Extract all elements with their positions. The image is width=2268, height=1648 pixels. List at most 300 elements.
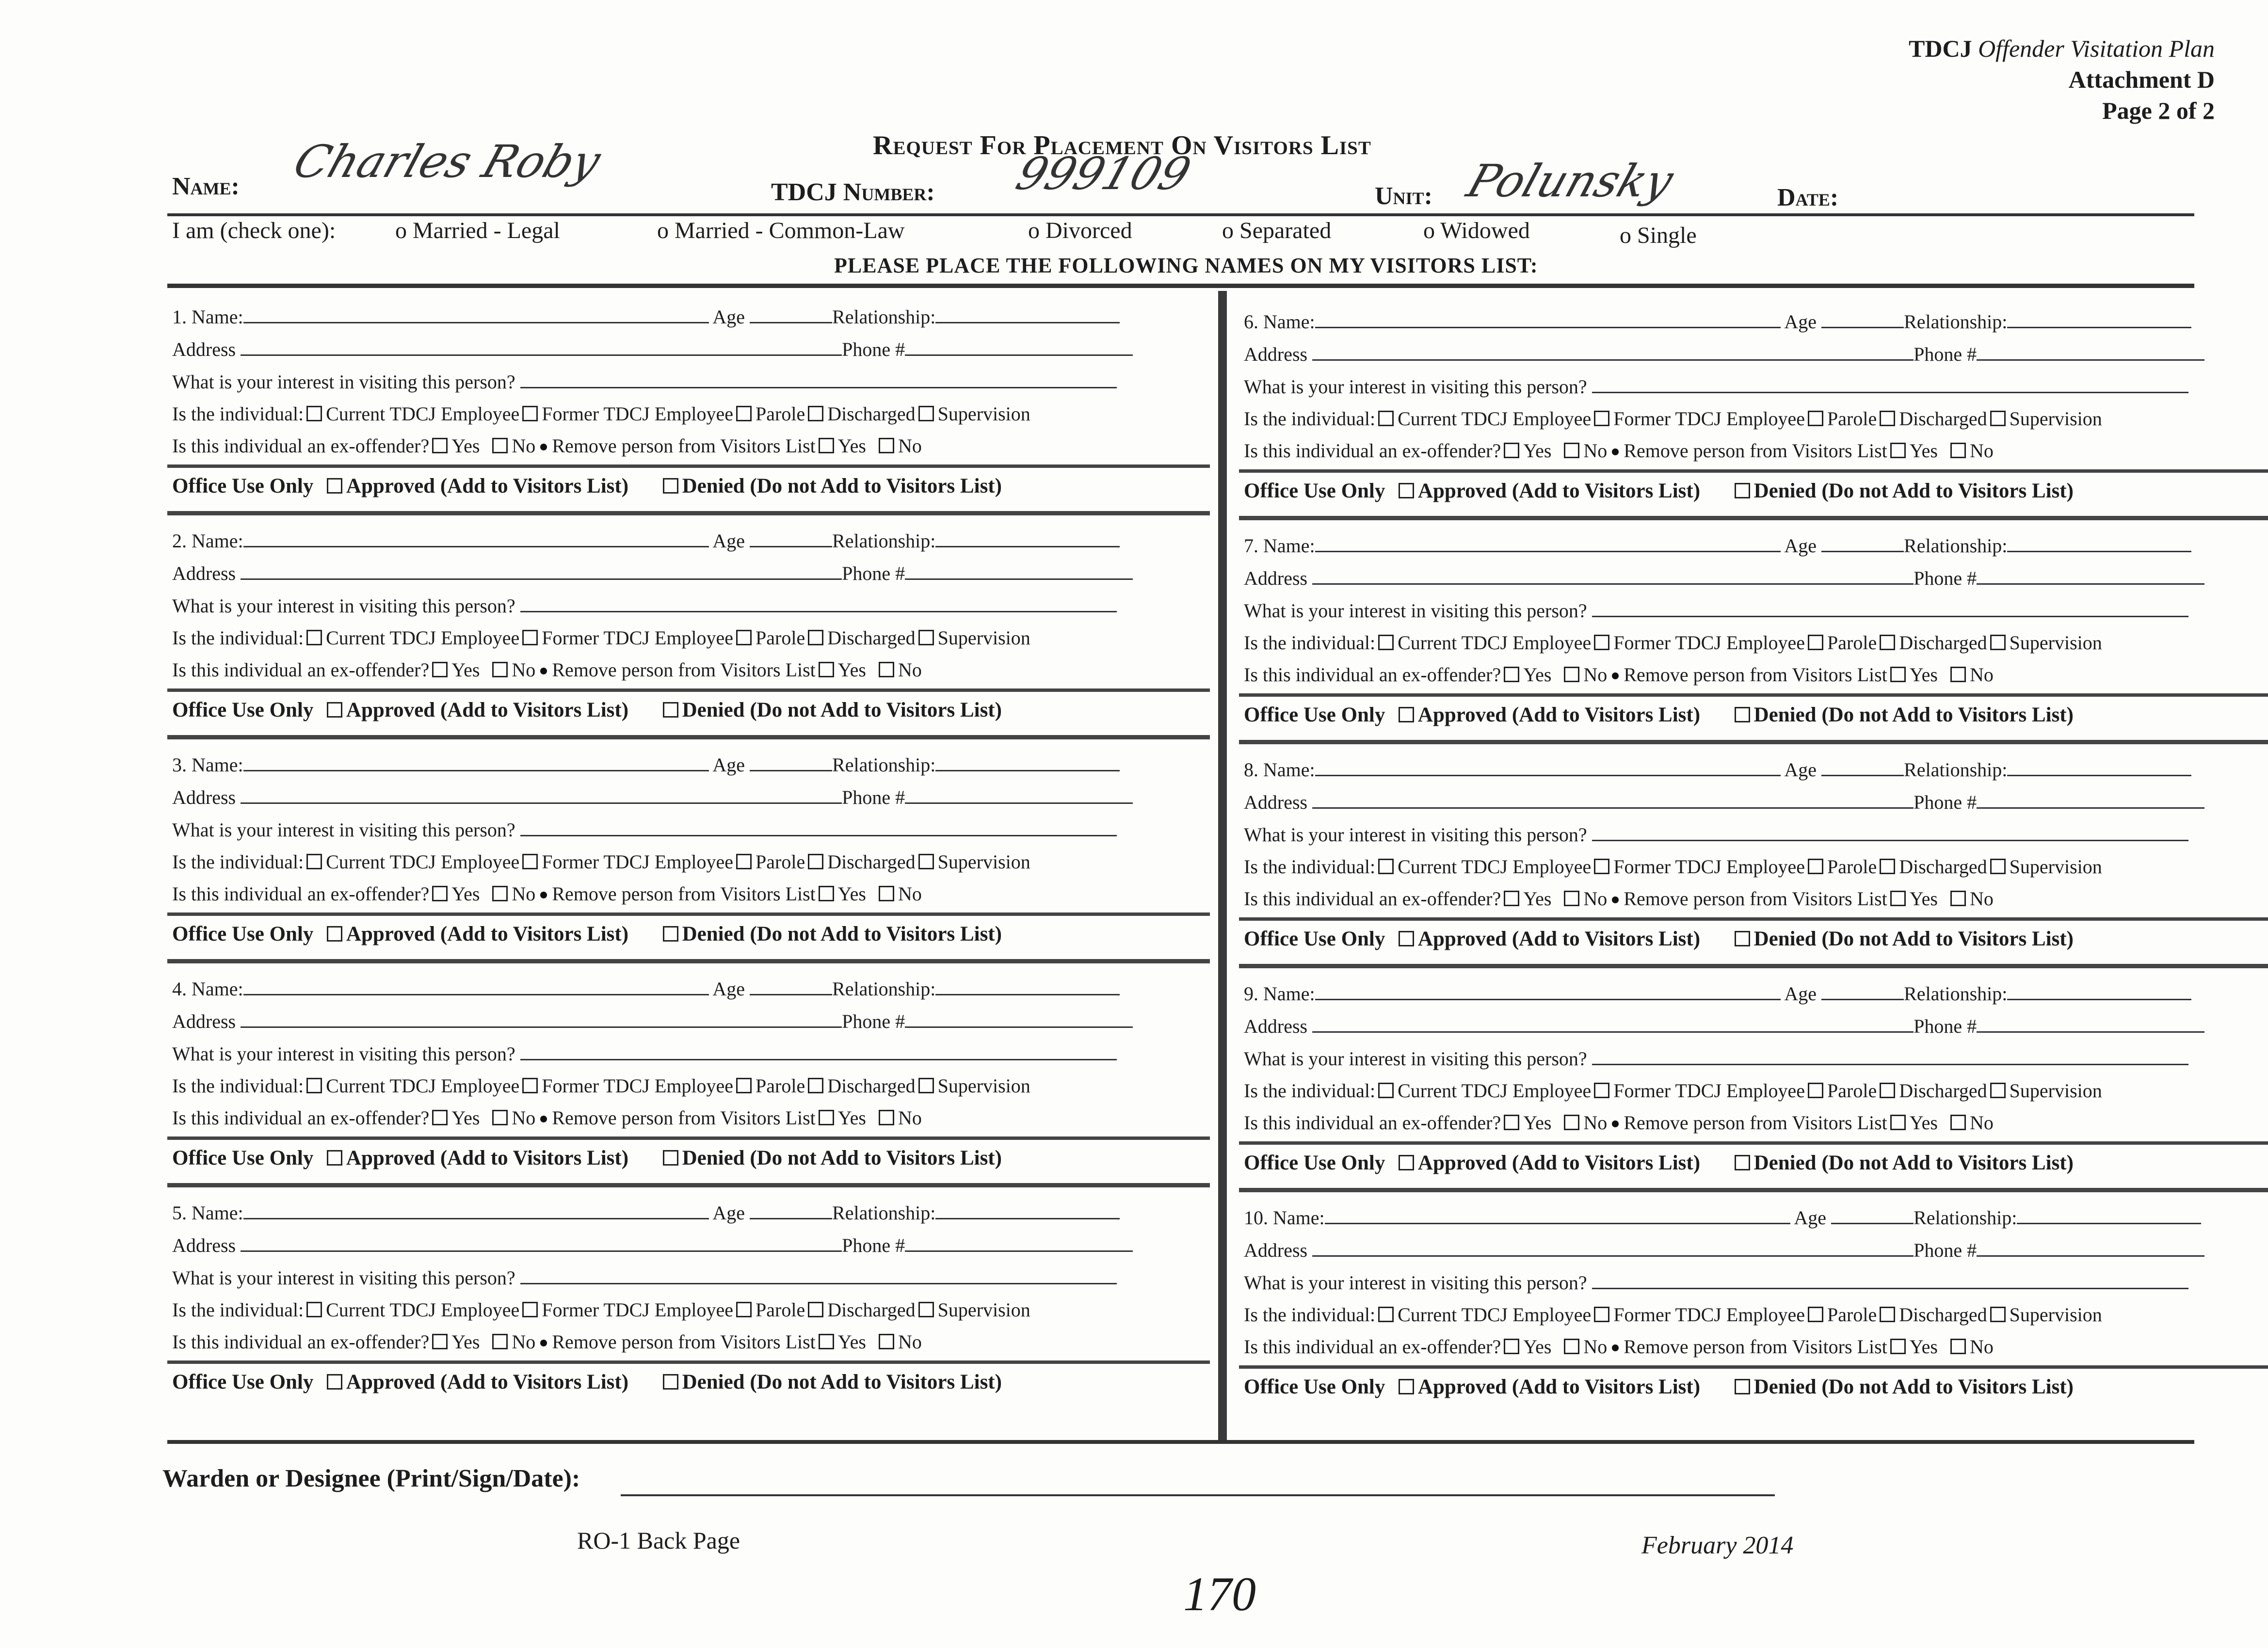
visitor-interest-field[interactable] (520, 1265, 1117, 1284)
current-employee-checkbox[interactable] (1378, 411, 1394, 426)
current-employee-checkbox[interactable] (306, 1078, 322, 1093)
visitor-relationship-field[interactable] (2007, 981, 2191, 1000)
current-employee-checkbox[interactable] (306, 854, 322, 869)
remove-yes-checkbox[interactable] (819, 438, 834, 453)
visitor-relationship-field[interactable] (935, 1200, 1120, 1219)
denied-checkbox[interactable] (1735, 483, 1750, 498)
approved-checkbox[interactable] (327, 926, 342, 942)
parole-checkbox[interactable] (1808, 859, 1823, 874)
visitor-name-label: Name: (1263, 759, 1315, 781)
visitor-name-field[interactable] (243, 1200, 709, 1219)
approved-label: Approved (Add to Visitors List) (1417, 704, 1701, 726)
former-employee-checkbox[interactable] (522, 854, 538, 869)
supervision-checkbox[interactable] (918, 1302, 934, 1317)
visitor-name-field[interactable] (1325, 1205, 1790, 1224)
visitor-address-label: Address (172, 338, 236, 360)
approved-checkbox[interactable] (1399, 1379, 1414, 1394)
denied-label: Denied (Do not Add to Visitors List) (1753, 928, 2074, 950)
discharged-checkbox[interactable] (1880, 1307, 1895, 1322)
denied-label: Denied (Do not Add to Visitors List) (682, 475, 1002, 497)
remove-no-label: No (898, 659, 922, 681)
discharged-checkbox[interactable] (1880, 1083, 1895, 1098)
denied-label: Denied (Do not Add to Visitors List) (1753, 1152, 2074, 1174)
ex-offender-no-label: No (512, 1331, 536, 1353)
discharged-checkbox[interactable] (808, 1302, 823, 1317)
marital-option-widowed[interactable]: o Widowed (1423, 218, 1530, 243)
visitor-phone-field[interactable] (905, 561, 1133, 580)
denied-checkbox[interactable] (1735, 707, 1750, 722)
ex-offender-yes-checkbox[interactable] (1504, 891, 1519, 906)
visitor-age-field[interactable] (750, 304, 832, 323)
visitor-phone-label: Phone # (842, 1010, 905, 1032)
supervision-checkbox[interactable] (1990, 1083, 2006, 1098)
visitor-age-field[interactable] (1821, 533, 1904, 552)
ex-offender-no-checkbox[interactable] (1564, 667, 1579, 682)
remove-yes-checkbox[interactable] (1890, 1115, 1906, 1130)
ex-offender-no-label: No (512, 435, 536, 457)
former-employee-checkbox[interactable] (522, 1078, 538, 1093)
ex-offender-label: Is this individual an ex-offender? (172, 1331, 430, 1353)
visitor-interest-label: What is your interest in visiting this person? (1244, 1048, 1587, 1070)
denied-label: Denied (Do not Add to Visitors List) (682, 1147, 1002, 1169)
entry-separator (1239, 740, 2268, 744)
entry-number: 4. (172, 978, 187, 1000)
parole-checkbox[interactable] (1808, 411, 1823, 426)
parole-checkbox[interactable] (736, 1302, 752, 1317)
approved-checkbox[interactable] (1399, 1155, 1414, 1170)
entry-number: 7. (1244, 535, 1258, 557)
discharged-checkbox[interactable] (808, 854, 823, 869)
visitor-address-field[interactable] (1312, 1238, 1914, 1257)
ex-offender-yes-checkbox[interactable] (1504, 443, 1519, 458)
name-label: Name: (172, 173, 240, 200)
remove-no-checkbox[interactable] (879, 1334, 894, 1349)
visitor-age-field[interactable] (750, 1200, 832, 1219)
visitor-age-label: Age (1784, 311, 1817, 333)
remove-no-label: No (1970, 888, 1994, 910)
visitor-name-field[interactable] (243, 752, 709, 771)
visitor-age-field[interactable] (1821, 757, 1904, 776)
former-employee-checkbox[interactable] (522, 630, 538, 645)
bullet-icon (1612, 1120, 1619, 1127)
parole-label: Parole (756, 403, 805, 425)
visitor-address-field[interactable] (241, 561, 842, 580)
office-use-label: Office Use Only (1244, 480, 1385, 502)
bullet-icon (540, 892, 547, 898)
visitor-relationship-field[interactable] (935, 752, 1120, 771)
visitor-age-field[interactable] (1821, 309, 1904, 328)
remove-yes-label: Yes (1909, 1112, 1938, 1134)
visitor-address-label: Address (1244, 1015, 1308, 1037)
current-employee-checkbox[interactable] (1378, 635, 1394, 650)
discharged-checkbox[interactable] (808, 1078, 823, 1093)
remove-yes-label: Yes (837, 659, 866, 681)
visitor-interest-field[interactable] (520, 817, 1117, 836)
remove-person-label: Remove person from Visitors List (1624, 1336, 1887, 1358)
visitor-entry-7 (1244, 524, 2257, 748)
agency: TDCJ (1909, 35, 1972, 62)
visitor-address-field[interactable] (1312, 566, 1914, 585)
former-employee-label: Former TDCJ Employee (542, 851, 734, 873)
approved-checkbox[interactable] (327, 1150, 342, 1166)
ex-offender-no-checkbox[interactable] (492, 438, 508, 453)
visitor-phone-field[interactable] (1977, 566, 2204, 585)
discharged-label: Discharged (1899, 856, 1987, 878)
supervision-checkbox[interactable] (918, 406, 934, 421)
marital-option-separated[interactable]: o Separated (1222, 218, 1332, 243)
entry-number: 2. (172, 530, 187, 552)
marital-option-single[interactable]: o Single (1620, 223, 1697, 248)
ex-offender-label: Is this individual an ex-offender? (172, 1107, 430, 1129)
visitor-address-field[interactable] (241, 785, 842, 804)
remove-no-checkbox[interactable] (1950, 1339, 1966, 1354)
visitor-address-field[interactable] (1312, 1014, 1914, 1033)
discharged-label: Discharged (1899, 632, 1987, 654)
ex-offender-yes-checkbox[interactable] (1504, 1115, 1519, 1130)
visitor-name-field[interactable] (1315, 309, 1781, 328)
visitor-address-label: Address (172, 1234, 236, 1256)
parole-checkbox[interactable] (1808, 1083, 1823, 1098)
ex-offender-no-checkbox[interactable] (1564, 1115, 1579, 1130)
visitor-relationship-label: Relationship: (1914, 1207, 2017, 1229)
visitor-relationship-field[interactable] (2007, 533, 2191, 552)
date-label: Date: (1777, 184, 1839, 211)
ex-offender-label: Is this individual an ex-offender? (1244, 1112, 1501, 1134)
current-employee-label: Current TDCJ Employee (326, 403, 520, 425)
denied-checkbox[interactable] (1735, 1155, 1750, 1170)
visitor-interest-field[interactable] (1592, 1270, 2188, 1289)
remove-yes-checkbox[interactable] (1890, 667, 1906, 682)
page-number: Page 2 of 2 (2102, 97, 2215, 124)
visitor-address-label: Address (1244, 343, 1308, 365)
former-employee-label: Former TDCJ Employee (542, 403, 734, 425)
denied-label: Denied (Do not Add to Visitors List) (1753, 704, 2074, 726)
current-employee-checkbox[interactable] (306, 406, 322, 421)
entry-number: 10. (1244, 1207, 1268, 1229)
visitor-interest-label: What is your interest in visiting this person? (172, 819, 515, 841)
ex-offender-no-checkbox[interactable] (1564, 443, 1579, 458)
current-employee-checkbox[interactable] (1378, 1083, 1394, 1098)
approved-checkbox[interactable] (1399, 483, 1414, 498)
remove-no-checkbox[interactable] (1950, 891, 1966, 906)
office-use-rule (167, 1136, 1210, 1140)
denied-checkbox[interactable] (663, 702, 678, 718)
visitor-entry-2 (172, 519, 1186, 743)
approved-checkbox[interactable] (1399, 707, 1414, 722)
approved-checkbox[interactable] (327, 1374, 342, 1390)
denied-checkbox[interactable] (1735, 1379, 1750, 1394)
bullet-icon (540, 1116, 547, 1122)
remove-no-label: No (898, 1331, 922, 1353)
ex-offender-yes-label: Yes (1523, 888, 1552, 910)
former-employee-label: Former TDCJ Employee (1613, 632, 1805, 654)
visitor-phone-field[interactable] (905, 1009, 1133, 1028)
approved-label: Approved (Add to Visitors List) (1417, 928, 1701, 950)
remove-person-label: Remove person from Visitors List (1624, 1112, 1887, 1134)
visitor-interest-label: What is your interest in visiting this person? (1244, 824, 1587, 846)
denied-checkbox[interactable] (663, 1150, 678, 1166)
discharged-label: Discharged (827, 1075, 916, 1097)
ex-offender-no-label: No (1583, 1112, 1608, 1134)
remove-no-checkbox[interactable] (879, 662, 894, 677)
former-employee-label: Former TDCJ Employee (542, 627, 734, 649)
individual-status-label: Is the individual: (172, 627, 304, 649)
ex-offender-yes-label: Yes (451, 1107, 480, 1129)
approved-checkbox[interactable] (1399, 931, 1414, 946)
visitor-address-field[interactable] (1312, 342, 1914, 361)
visitor-phone-field[interactable] (905, 337, 1133, 356)
ex-offender-label: Is this individual an ex-offender? (172, 435, 430, 457)
remove-no-checkbox[interactable] (879, 886, 894, 901)
visitor-relationship-field[interactable] (2017, 1205, 2201, 1224)
approved-checkbox[interactable] (327, 702, 342, 718)
visitor-entry-10 (1244, 1196, 2257, 1420)
ex-offender-yes-label: Yes (451, 883, 480, 905)
discharged-checkbox[interactable] (808, 406, 823, 421)
marital-option-divorced[interactable]: o Divorced (1028, 218, 1132, 243)
former-employee-checkbox[interactable] (522, 406, 538, 421)
former-employee-checkbox[interactable] (1594, 1307, 1609, 1322)
bullet-icon (540, 444, 547, 450)
visitor-relationship-field[interactable] (935, 976, 1120, 995)
individual-status-label: Is the individual: (172, 403, 304, 425)
remove-yes-checkbox[interactable] (819, 886, 834, 901)
approved-label: Approved (Add to Visitors List) (346, 699, 629, 721)
ex-offender-yes-checkbox[interactable] (432, 662, 448, 677)
visitor-phone-field[interactable] (905, 785, 1133, 804)
bullet-icon (540, 1340, 547, 1346)
ex-offender-yes-label: Yes (451, 435, 480, 457)
approved-label: Approved (Add to Visitors List) (1417, 1152, 1701, 1174)
supervision-checkbox[interactable] (1990, 411, 2006, 426)
parole-label: Parole (1827, 1080, 1877, 1102)
visitor-interest-label: What is your interest in visiting this person? (1244, 1272, 1587, 1294)
ex-offender-no-checkbox[interactable] (1564, 1339, 1579, 1354)
supervision-checkbox[interactable] (1990, 1307, 2006, 1322)
visitor-interest-field[interactable] (520, 593, 1117, 612)
remove-yes-label: Yes (1909, 664, 1938, 686)
remove-yes-checkbox[interactable] (1890, 443, 1906, 458)
visitor-relationship-field[interactable] (935, 528, 1120, 547)
parole-label: Parole (756, 627, 805, 649)
ex-offender-yes-checkbox[interactable] (432, 1110, 448, 1125)
discharged-checkbox[interactable] (1880, 859, 1895, 874)
current-employee-checkbox[interactable] (306, 630, 322, 645)
unit-handwritten[interactable]: Polunsky (1461, 155, 1680, 207)
remove-no-checkbox[interactable] (1950, 1115, 1966, 1130)
parole-checkbox[interactable] (736, 1078, 752, 1093)
visitor-name-field[interactable] (243, 528, 709, 547)
remove-no-checkbox[interactable] (1950, 443, 1966, 458)
denied-checkbox[interactable] (1735, 931, 1750, 946)
remove-yes-label: Yes (837, 883, 866, 905)
visitor-relationship-field[interactable] (2007, 309, 2191, 328)
ex-offender-yes-checkbox[interactable] (1504, 1339, 1519, 1354)
current-employee-label: Current TDCJ Employee (1398, 1304, 1592, 1326)
visitor-name-field[interactable] (1315, 757, 1781, 776)
approved-label: Approved (Add to Visitors List) (346, 1147, 629, 1169)
former-employee-checkbox[interactable] (1594, 411, 1609, 426)
remove-yes-label: Yes (837, 435, 866, 457)
remove-yes-checkbox[interactable] (819, 1334, 834, 1349)
visitor-interest-field[interactable] (1592, 598, 2188, 617)
ex-offender-no-checkbox[interactable] (492, 886, 508, 901)
instruction: PLEASE PLACE THE FOLLOWING NAMES ON MY VISITORS LIST: (834, 254, 1538, 277)
visitor-name-field[interactable] (1315, 533, 1781, 552)
ex-offender-label: Is this individual an ex-offender? (172, 883, 430, 905)
ex-offender-yes-checkbox[interactable] (432, 886, 448, 901)
remove-no-label: No (1970, 440, 1994, 462)
visitor-interest-field[interactable] (520, 369, 1117, 388)
entry-separator (167, 735, 1210, 739)
ex-offender-label: Is this individual an ex-offender? (1244, 664, 1501, 686)
individual-status-label: Is the individual: (172, 851, 304, 873)
remove-yes-checkbox[interactable] (1890, 1339, 1906, 1354)
visitor-relationship-field[interactable] (935, 304, 1120, 323)
visitor-address-field[interactable] (1312, 790, 1914, 809)
visitor-name-label: Name: (1263, 311, 1315, 333)
entry-separator (167, 1183, 1210, 1187)
visitor-interest-label: What is your interest in visiting this person? (172, 595, 515, 617)
visitor-name-field[interactable] (243, 304, 709, 323)
visitor-name-field[interactable] (1315, 981, 1781, 1000)
ex-offender-no-label: No (512, 883, 536, 905)
parole-label: Parole (1827, 856, 1877, 878)
discharged-checkbox[interactable] (1880, 635, 1895, 650)
approved-checkbox[interactable] (327, 478, 342, 494)
entry-number: 1. (172, 306, 187, 328)
remove-no-label: No (1970, 1336, 1994, 1358)
visitor-interest-field[interactable] (1592, 374, 2188, 393)
visitor-interest-label: What is your interest in visiting this person? (172, 371, 515, 393)
supervision-checkbox[interactable] (918, 854, 934, 869)
supervision-checkbox[interactable] (918, 630, 934, 645)
visitor-entry-4 (172, 967, 1186, 1191)
visitor-age-field[interactable] (1821, 981, 1904, 1000)
visitor-address-field[interactable] (241, 1009, 842, 1028)
visitor-age-label: Age (1794, 1207, 1827, 1229)
visitor-interest-field[interactable] (1592, 822, 2188, 841)
individual-status-label: Is the individual: (1244, 1080, 1376, 1102)
denied-checkbox[interactable] (663, 926, 678, 942)
office-use-label: Office Use Only (172, 1371, 314, 1393)
ex-offender-no-checkbox[interactable] (492, 1334, 508, 1349)
former-employee-label: Former TDCJ Employee (1613, 408, 1805, 430)
visitor-phone-field[interactable] (1977, 1238, 2204, 1257)
current-employee-checkbox[interactable] (306, 1302, 322, 1317)
discharged-checkbox[interactable] (1880, 411, 1895, 426)
name-handwritten[interactable]: Charles Roby (287, 136, 607, 188)
visitor-entry-9 (1244, 972, 2257, 1196)
visitor-address-field[interactable] (241, 1233, 842, 1252)
remove-yes-checkbox[interactable] (819, 662, 834, 677)
remove-no-checkbox[interactable] (1950, 667, 1966, 682)
entry-number: 5. (172, 1202, 187, 1224)
current-employee-checkbox[interactable] (1378, 1307, 1394, 1322)
parole-label: Parole (756, 851, 805, 873)
visitor-phone-field[interactable] (1977, 790, 2204, 809)
former-employee-label: Former TDCJ Employee (1613, 1080, 1805, 1102)
visitor-age-label: Age (712, 530, 745, 552)
entry-number: 6. (1244, 311, 1258, 333)
visitor-phone-label: Phone # (1914, 343, 1977, 365)
visitor-age-field[interactable] (750, 528, 832, 547)
tdcj-number-handwritten[interactable]: 999109 (1010, 148, 1197, 200)
visitor-phone-field[interactable] (1977, 342, 2204, 361)
visitor-age-field[interactable] (750, 752, 832, 771)
ex-offender-yes-checkbox[interactable] (432, 438, 448, 453)
former-employee-checkbox[interactable] (1594, 635, 1609, 650)
visitor-age-field[interactable] (1831, 1205, 1914, 1224)
ex-offender-no-checkbox[interactable] (1564, 891, 1579, 906)
current-employee-label: Current TDCJ Employee (326, 851, 520, 873)
supervision-checkbox[interactable] (1990, 859, 2006, 874)
supervision-checkbox[interactable] (1990, 635, 2006, 650)
former-employee-checkbox[interactable] (1594, 859, 1609, 874)
remove-no-checkbox[interactable] (879, 1110, 894, 1125)
parole-checkbox[interactable] (736, 406, 752, 421)
remove-yes-checkbox[interactable] (819, 1110, 834, 1125)
attachment: Attachment D (2068, 66, 2215, 93)
visitor-relationship-field[interactable] (2007, 757, 2191, 776)
ex-offender-yes-checkbox[interactable] (1504, 667, 1519, 682)
visitor-interest-field[interactable] (1592, 1046, 2188, 1065)
denied-checkbox[interactable] (663, 478, 678, 494)
current-employee-checkbox[interactable] (1378, 859, 1394, 874)
former-employee-checkbox[interactable] (1594, 1083, 1609, 1098)
remove-no-label: No (1970, 664, 1994, 686)
discharged-checkbox[interactable] (808, 630, 823, 645)
office-use-label: Office Use Only (172, 475, 314, 497)
remove-no-checkbox[interactable] (879, 438, 894, 453)
visitor-interest-label: What is your interest in visiting this person? (172, 1043, 515, 1065)
former-employee-checkbox[interactable] (522, 1302, 538, 1317)
parole-checkbox[interactable] (736, 854, 752, 869)
visitor-phone-field[interactable] (1977, 1014, 2204, 1033)
visitor-relationship-label: Relationship: (832, 1202, 936, 1224)
remove-yes-checkbox[interactable] (1890, 891, 1906, 906)
remove-person-label: Remove person from Visitors List (1624, 440, 1887, 462)
entry-separator (167, 959, 1210, 963)
marital-option-legal[interactable]: o Married - Legal (395, 218, 560, 243)
warden-signature-line[interactable] (621, 1494, 1775, 1496)
ex-offender-no-checkbox[interactable] (492, 1110, 508, 1125)
parole-checkbox[interactable] (736, 630, 752, 645)
visitor-age-field[interactable] (750, 976, 832, 995)
supervision-checkbox[interactable] (918, 1078, 934, 1093)
handwritten-page-number: 170 (1183, 1567, 1256, 1621)
entry-separator (1239, 516, 2268, 520)
marital-option-common-law[interactable]: o Married - Common-Law (657, 218, 905, 243)
ex-offender-no-label: No (512, 1107, 536, 1129)
denied-checkbox[interactable] (663, 1374, 678, 1390)
parole-label: Parole (756, 1075, 805, 1097)
parole-checkbox[interactable] (1808, 1307, 1823, 1322)
ex-offender-yes-checkbox[interactable] (432, 1334, 448, 1349)
entry-separator (167, 511, 1210, 515)
visitor-phone-field[interactable] (905, 1233, 1133, 1252)
ex-offender-label: Is this individual an ex-offender? (1244, 440, 1501, 462)
visitor-name-field[interactable] (243, 976, 709, 995)
visitor-interest-field[interactable] (520, 1041, 1117, 1060)
visitor-address-field[interactable] (241, 337, 842, 356)
supervision-label: Supervision (937, 627, 1030, 649)
ex-offender-no-checkbox[interactable] (492, 662, 508, 677)
parole-checkbox[interactable] (1808, 635, 1823, 650)
current-employee-label: Current TDCJ Employee (1398, 1080, 1592, 1102)
remove-yes-label: Yes (837, 1107, 866, 1129)
current-employee-label: Current TDCJ Employee (326, 1075, 520, 1097)
